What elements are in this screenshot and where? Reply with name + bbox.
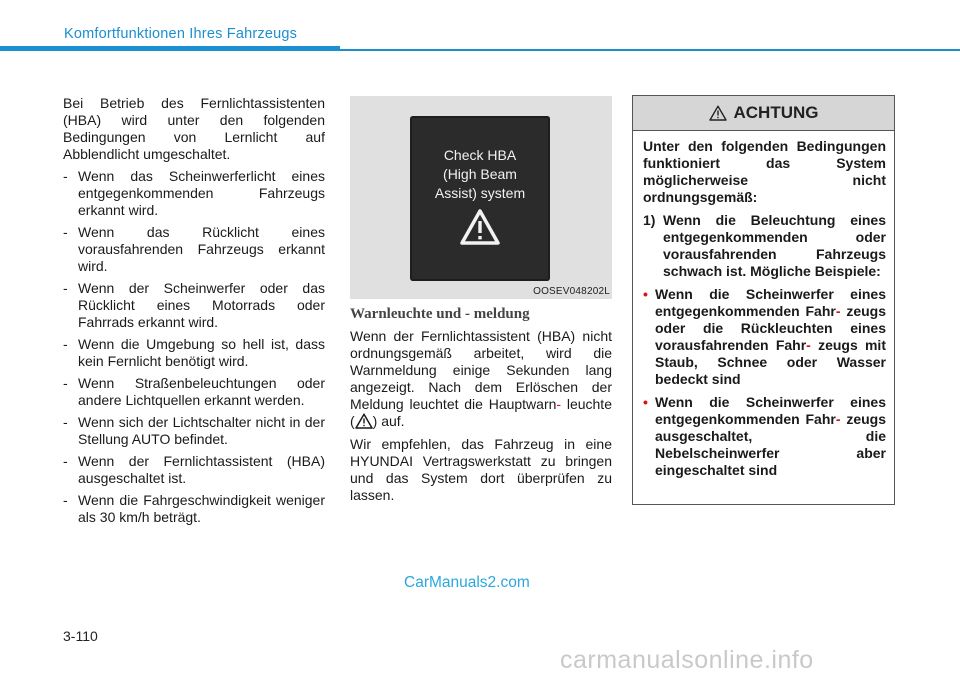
recommendation-paragraph: Wir empfehlen, das Fahrzeug in eine HYUNDAI Vertragswerkstatt zu bringen und das System dort überprüfen zu lassen. [350,436,612,503]
condition-list [63,168,325,526]
header-rule-thin [340,49,960,51]
figure-code: OOSEV048202L [533,286,610,297]
cluster-figure [350,96,612,299]
list-item: - Wenn sich der Lichtschalter nicht in der Stellung AUTO befindet. [63,414,325,447]
caution-header [633,96,894,131]
list-item: - Wenn das Rücklicht eines vorausfahrenden Fahrzeugs erkannt wird. [63,224,325,274]
list-item: - Wenn Straßenbeleuchtungen oder andere Lichtquellen erkannt werden. [63,375,325,408]
cluster-display [410,116,550,281]
caution-title: ACHTUNG [733,103,819,122]
bullet-item: • Wenn die Scheinwerfer eines entgegenkommenden Fahr- zeugs ausgeschaltet, die Nebelscheinwerfer aber eingeschaltet sind [643,394,886,478]
caution-intro: Unter den folgenden Bedingungen funktioniert das System möglicherweise nicht ordnungsgemäß: [643,138,886,205]
watermark-link[interactable]: CarManuals2.com [404,574,530,591]
left-column [63,95,325,531]
warning-paragraph: Wenn der Fernlichtassistent (HBA) nicht ordnungsgemäß arbeitet, wird die Warnmeldung einige Sekunden lang angezeigt. Nach dem Erlöschen der Meldung leuchtet die Hauptwarn- leuchte ( ) auf. [350,328,612,429]
list-item: - Wenn die Fahrgeschwindigkeit weniger als 30 km/h beträgt. [63,492,325,525]
warning-heading: Warnleuchte und - meldung [350,306,530,322]
section-title: Komfortfunktionen Ihres Fahrzeugs [64,26,298,42]
intro-paragraph: Bei Betrieb des Fernlichtassistenten (HBA) wird unter den folgenden Bedingungen von Lernlicht auf Abblendlicht umgeschaltet. [63,95,325,162]
header-rule [0,46,340,51]
list-item: - Wenn die Umgebung so hell ist, dass kein Fernlicht benötigt wird. [63,336,325,369]
page-number: 3-110 [63,628,98,644]
warning-triangle-icon [459,208,501,246]
footer-watermark: carmanualsonline.info [560,646,814,674]
cluster-message: Check HBA (High Beam Assist) system [434,147,526,201]
numbered-item: 1) Wenn die Beleuchtung eines entgegenkommenden oder vorausfahrenden Fahrzeugs schwach ist. Mögliche Beispiele: [643,212,886,279]
list-item: - Wenn das Scheinwerferlicht eines entgegenkommenden Fahrzeugs erkannt wird. [63,168,325,218]
list-item: - Wenn der Scheinwerfer oder das Rücklicht eines Motorrads oder Fahrrads erkannt wird. [63,280,325,330]
middle-column [350,306,612,510]
bullet-item: • Wenn die Scheinwerfer eines entgegenkommenden Fahr- zeugs oder die Rückleuchten eines vorausfahrenden Fahr- zeugs mit Staub, Schnee oder Wasser bedeckt sind [643,286,886,387]
caution-box [632,95,895,505]
caution-warning-icon [709,105,727,121]
list-item: - Wenn der Fernlichtassistent (HBA) ausgeschaltet ist. [63,453,325,486]
caution-body [633,131,894,479]
master-warning-icon [355,413,373,429]
